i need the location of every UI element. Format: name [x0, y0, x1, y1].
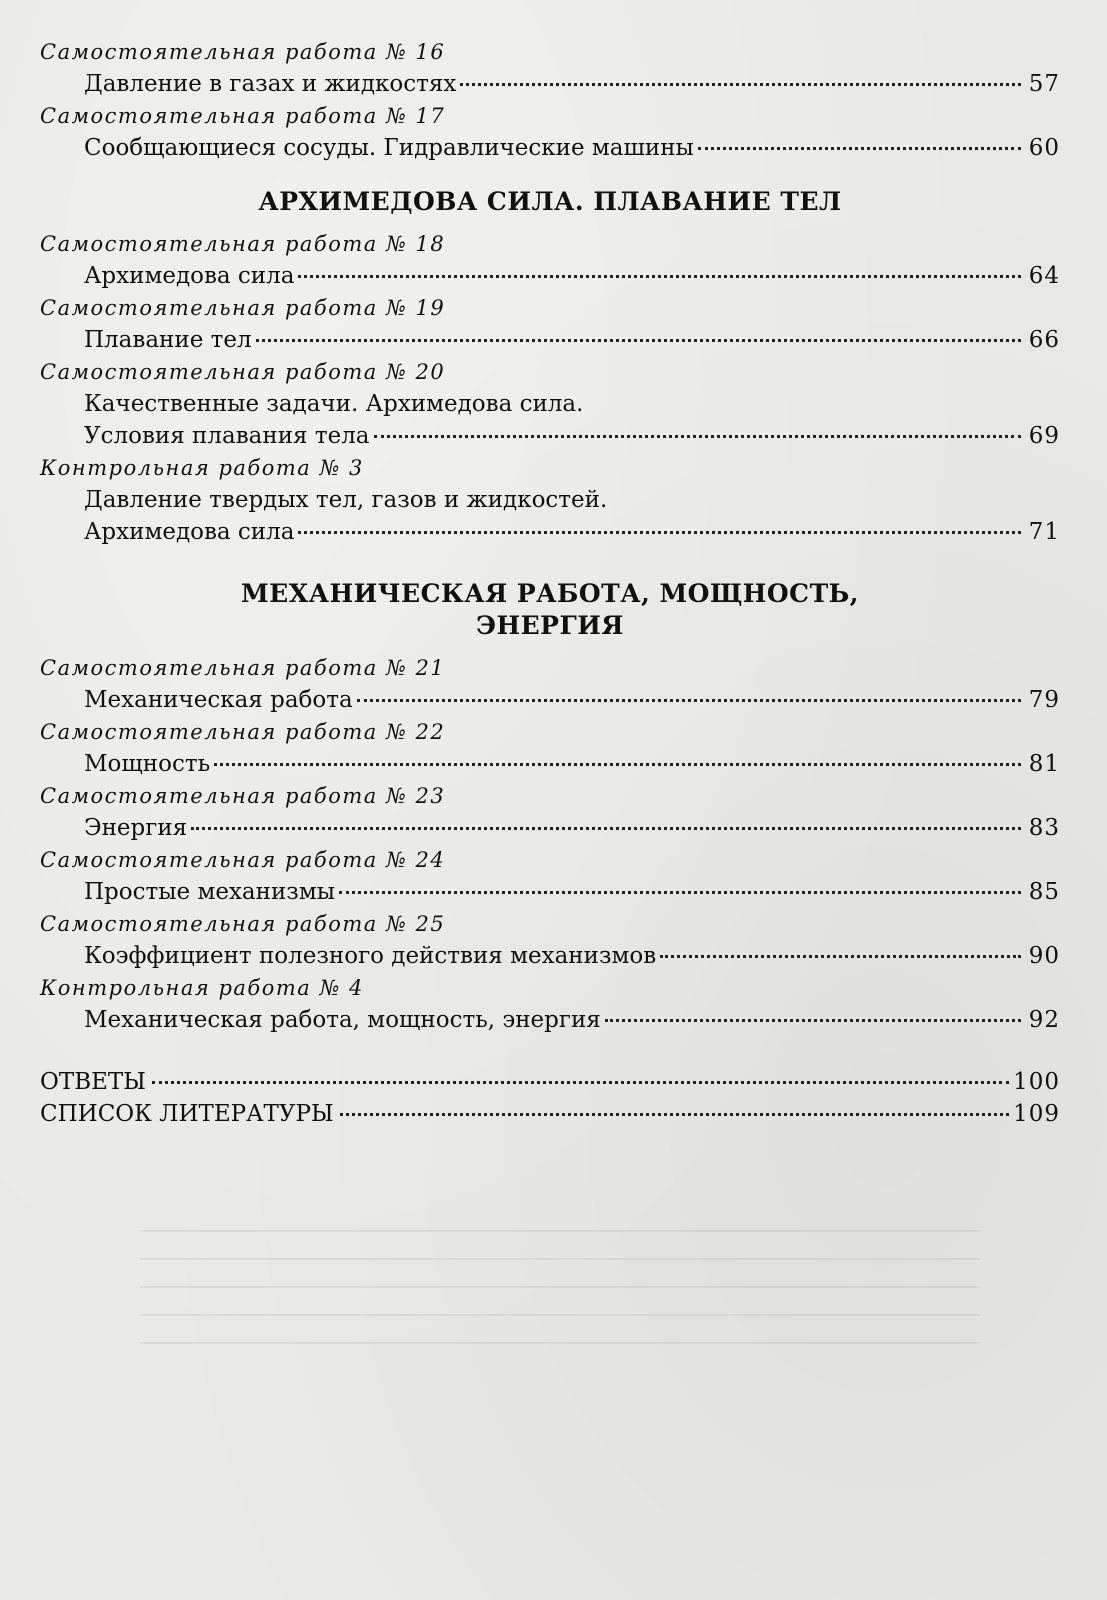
toc-entry[interactable] [40, 812, 1060, 844]
page-number: 79 [1028, 687, 1060, 713]
entry-title: Механическая работа [84, 687, 353, 713]
entry-kind: Самостоятельная работа № 24 [40, 848, 446, 872]
entry-title: Сообщающиеся сосуды. Гидравлические машины [84, 135, 694, 161]
entry-kind: Самостоятельная работа № 20 [40, 360, 446, 384]
entry-title: Механическая работа, мощность, энергия [84, 1007, 601, 1033]
entry-kind: Контрольная работа № 3 [40, 456, 364, 480]
entry-title: СПИСОК ЛИТЕРАТУРЫ [40, 1101, 334, 1127]
dot-leader [152, 1081, 1009, 1084]
page-number: 100 [1013, 1069, 1060, 1095]
dot-leader [460, 83, 1020, 86]
section-heading-line: ЭНЕРГИЯ [476, 611, 624, 640]
entry-title-line: Качественные задачи. Архимедова сила. [84, 391, 584, 417]
dot-leader [339, 891, 1021, 894]
dot-leader [357, 699, 1021, 702]
entry-title: Архимедова сила [84, 519, 295, 545]
entry-kind: Самостоятельная работа № 16 [40, 40, 446, 64]
toc-entry-answers[interactable] [40, 1066, 1060, 1098]
entry-title: Плавание тел [84, 327, 252, 353]
dot-leader [256, 339, 1021, 342]
toc-entry[interactable] [40, 876, 1060, 908]
dot-leader [374, 435, 1021, 438]
toc-entry[interactable] [40, 684, 1060, 716]
section-heading: АРХИМЕДОВА СИЛА. ПЛАВАНИЕ ТЕЛ [258, 187, 842, 216]
entry-title-line: Давление твердых тел, газов и жидкостей. [84, 487, 608, 513]
toc-entry[interactable] [40, 68, 1060, 100]
dot-leader [340, 1113, 1009, 1116]
page-number: 57 [1028, 71, 1060, 97]
entry-title: Мощность [84, 751, 211, 777]
entry-kind: Самостоятельная работа № 19 [40, 296, 446, 320]
page-number: 60 [1028, 135, 1060, 161]
toc-entry-literature[interactable] [40, 1098, 1060, 1130]
page-number: 85 [1028, 879, 1060, 905]
page-number: 92 [1028, 1007, 1060, 1033]
entry-kind: Самостоятельная работа № 25 [40, 912, 446, 936]
page-number: 66 [1028, 327, 1060, 353]
toc-entry[interactable] [40, 748, 1060, 780]
entry-title: Давление в газах и жидкостях [84, 71, 457, 97]
entry-title: Простые механизмы [84, 879, 336, 905]
toc-entry[interactable] [40, 940, 1060, 972]
dot-leader [698, 147, 1021, 150]
entry-kind: Самостоятельная работа № 21 [40, 656, 446, 680]
spacer [40, 1036, 1060, 1066]
toc-entry[interactable] [40, 260, 1060, 292]
dot-leader [605, 1019, 1021, 1022]
table-of-contents [40, 36, 1060, 1130]
entry-kind: Самостоятельная работа № 22 [40, 720, 446, 744]
page-number: 69 [1028, 423, 1060, 449]
page-number: 90 [1028, 943, 1060, 969]
toc-entry[interactable] [40, 324, 1060, 356]
entry-title: Энергия [84, 815, 188, 841]
section-heading-line: МЕХАНИЧЕСКАЯ РАБОТА, МОЩНОСТЬ, [240, 579, 860, 608]
dot-leader [298, 275, 1020, 278]
entry-kind: Самостоятельная работа № 17 [40, 104, 446, 128]
page-number: 83 [1028, 815, 1060, 841]
bleed-through-texture [140, 1230, 980, 1370]
entry-title: Архимедова сила [84, 263, 295, 289]
entry-kind: Самостоятельная работа № 18 [40, 232, 446, 256]
dot-leader [660, 955, 1021, 958]
entry-title: Коэффициент полезного действия механизмов [84, 943, 657, 969]
page-number: 64 [1028, 263, 1060, 289]
dot-leader [191, 827, 1021, 830]
page-number: 109 [1013, 1101, 1060, 1127]
section-heading [40, 578, 1060, 642]
toc-entry[interactable] [40, 516, 1060, 548]
toc-entry[interactable] [40, 132, 1060, 164]
dot-leader [298, 531, 1020, 534]
entry-title: Условия плавания тела [84, 423, 370, 449]
dot-leader [214, 763, 1021, 766]
toc-entry[interactable] [40, 420, 1060, 452]
entry-title: ОТВЕТЫ [40, 1069, 146, 1095]
page-number: 71 [1028, 519, 1060, 545]
entry-kind: Самостоятельная работа № 23 [40, 784, 446, 808]
page-number: 81 [1028, 751, 1060, 777]
entry-kind: Контрольная работа № 4 [40, 976, 364, 1000]
toc-entry[interactable] [40, 1004, 1060, 1036]
